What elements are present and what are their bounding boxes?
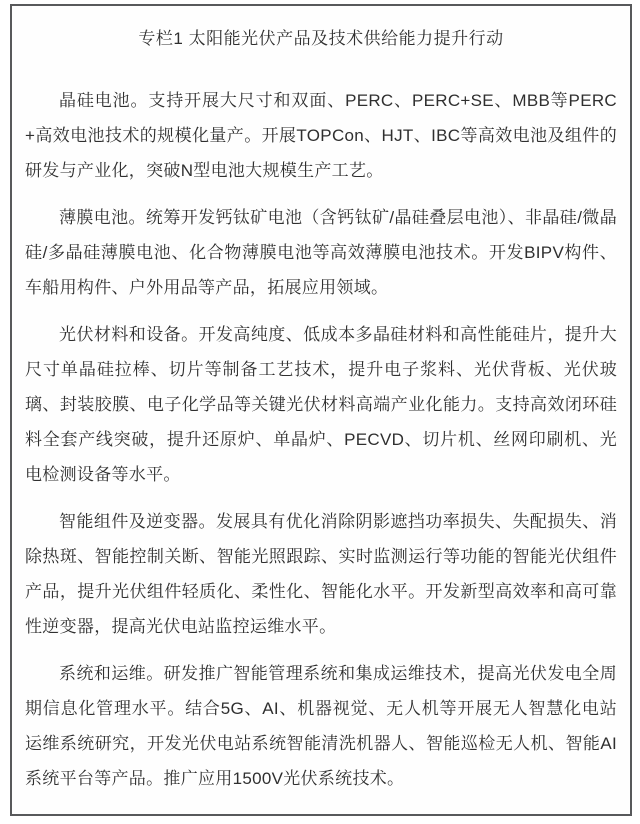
column-box [10, 4, 632, 816]
column-paragraph-smart-modules-inverters: 智能组件及逆变器。发展具有优化消除阴影遮挡功率损失、失配损失、消除热斑、智能控制关断、智能光照跟踪、实时监测运行等功能的智能光伏组件产品，提升光伏组件轻质化、柔性化、智能化水平。开发新型高效率和高可靠性逆变器，提高光伏电站监控运维水平。 [25, 512, 617, 636]
column-paragraph-systems-operations: 系统和运维。研发推广智能管理系统和集成运维技术，提高光伏发电全周期信息化管理水平。结合5G、AI、机器视觉、无人机等开展无人智慧化电站运维系统研究，开发光伏电站系统智能清洗机器人、智能巡检无人机、智能AI系统平台等产品。推广应用1500V光伏系统技术。 [25, 664, 617, 788]
column-title: 专栏1 太阳能光伏产品及技术供给能力提升行动 [138, 29, 504, 48]
column-paragraph-pv-materials-equipment: 光伏材料和设备。开发高纯度、低成本多晶硅材料和高性能硅片，提升大尺寸单晶硅拉棒、切片等制备工艺技术，提升电子浆料、光伏背板、光伏玻璃、封装胶膜、电子化学品等关键光伏材料高端产业化能力。支持高效闭环硅料全套产线突破，提升还原炉、单晶炉、PECVD、切片机、丝网印刷机、光电检测设备等水平。 [25, 325, 617, 484]
column-paragraph-crystalline-silicon-cells: 晶硅电池。支持开展大尺寸和双面、PERC、PERC+SE、MBB等PERC+高效电池技术的规模化量产。开展TOPCon、HJT、IBC等高效电池及组件的研发与产业化，突破N型电池大规模生产工艺。 [25, 91, 617, 180]
column-paragraph-thin-film-cells: 薄膜电池。统筹开发钙钛矿电池（含钙钛矿/晶硅叠层电池）、非晶硅/微晶硅/多晶硅薄膜电池、化合物薄膜电池等高效薄膜电池技术。开发BIPV构件、车船用构件、户外用品等产品，拓展应用领域。 [25, 208, 617, 297]
